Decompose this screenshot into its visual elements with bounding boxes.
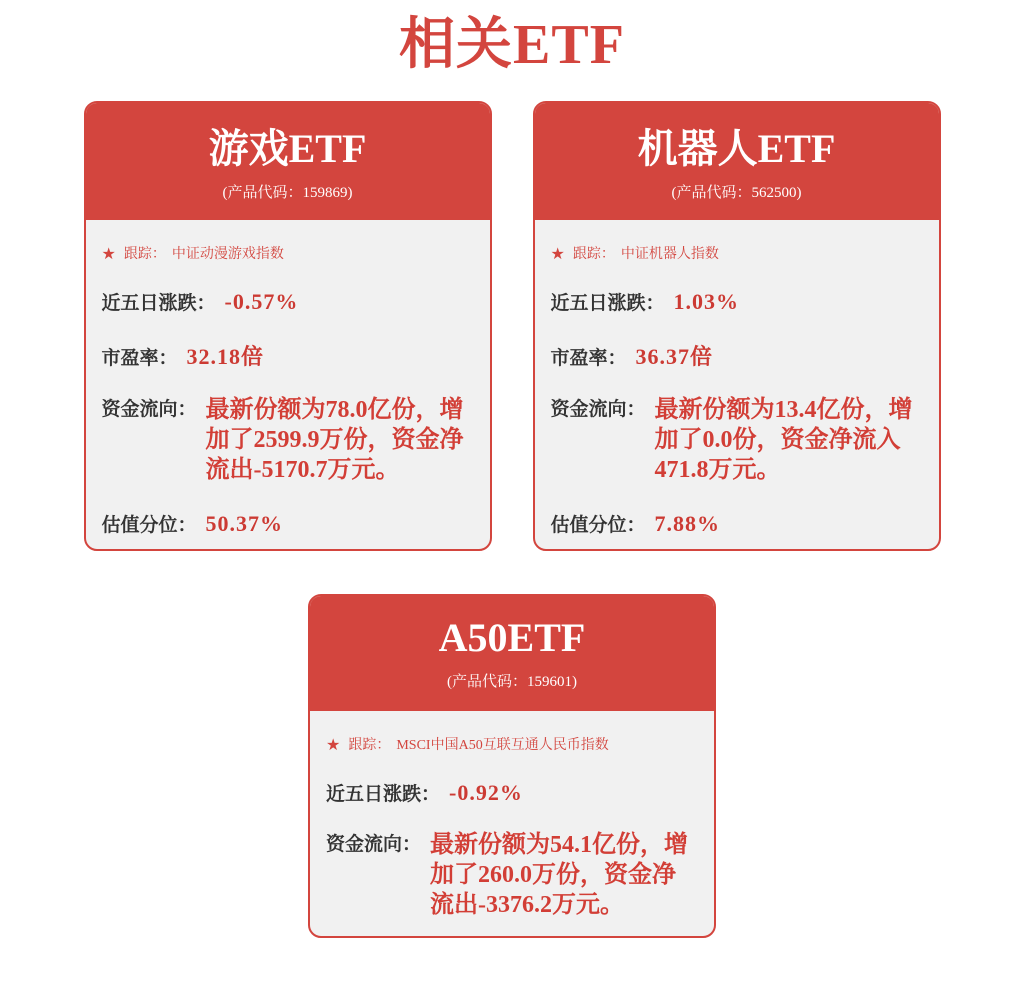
fund-flow-label: 资金流向： — [326, 834, 422, 856]
code-value: 159869 — [302, 185, 348, 202]
cards-row-bottom — [0, 594, 1024, 938]
etf-card-header — [535, 103, 939, 220]
etf-card-body — [86, 220, 490, 549]
fund-flow-label: 资金流向： — [101, 399, 197, 421]
fund-flow-value: 最新份额为54.1亿份，增加了260.0万份，资金净流出-3376.2万元。 — [430, 832, 689, 919]
track-row — [326, 734, 696, 754]
five-day-value: 1.03% — [673, 289, 740, 315]
star-icon: ★ — [326, 737, 341, 755]
fund-flow-label: 资金流向： — [550, 399, 646, 421]
page-title: 相关ETF — [399, 14, 625, 76]
track-row — [551, 243, 921, 263]
five-day-row — [326, 779, 696, 806]
cards-row-top — [0, 101, 1024, 551]
fund-flow-value: 最新份额为13.4亿份，增加了0.0份，资金净流入471.8万元。 — [654, 397, 913, 484]
track-label: 跟踪： — [348, 736, 391, 753]
etf-card-header — [86, 103, 490, 220]
etf-card-robot — [533, 101, 941, 551]
fund-flow-row — [551, 395, 921, 485]
code-value: 562500 — [751, 185, 797, 202]
pe-row — [551, 340, 921, 371]
fund-flow-row — [326, 830, 696, 920]
pe-label: 市盈率： — [550, 348, 627, 370]
code-prefix: (产品代码： — [447, 674, 527, 691]
code-prefix: (产品代码： — [671, 185, 752, 202]
pe-label: 市盈率： — [101, 348, 178, 370]
valuation-label: 估值分位： — [550, 515, 646, 537]
valuation-row — [102, 510, 472, 537]
five-day-label: 近五日涨跌： — [101, 293, 216, 315]
fund-flow-value: 最新份额为78.0亿份，增加了2599.9万份，资金净流出-5170.7万元。 — [205, 397, 464, 484]
pe-value: 36.37倍 — [635, 344, 714, 370]
pe-value: 32.18倍 — [186, 344, 265, 370]
five-day-row — [102, 288, 472, 315]
valuation-value: 50.37% — [205, 511, 284, 537]
etf-product-code — [86, 181, 490, 202]
code-suffix: ) — [796, 185, 802, 202]
etf-card-body — [310, 711, 714, 936]
track-index: MSCI中国A50互联互通人民币指数 — [396, 738, 609, 754]
track-label: 跟踪： — [572, 245, 615, 262]
five-day-label: 近五日涨跌： — [326, 784, 441, 806]
etf-card-body — [535, 220, 939, 549]
track-index: 中证机器人指数 — [620, 247, 719, 263]
etf-name: A50ETF — [438, 615, 586, 661]
star-icon: ★ — [550, 246, 565, 264]
etf-name: 机器人ETF — [637, 126, 836, 172]
track-index: 中证动漫游戏指数 — [171, 247, 284, 263]
code-suffix: ) — [572, 674, 577, 691]
five-day-value: -0.92% — [449, 780, 523, 806]
etf-product-code — [535, 181, 939, 202]
etf-card-game — [84, 101, 492, 551]
five-day-row — [551, 288, 921, 315]
track-row — [102, 243, 472, 263]
etf-card-header — [310, 596, 714, 711]
five-day-value: -0.57% — [224, 289, 299, 315]
star-icon: ★ — [101, 246, 116, 264]
five-day-label: 近五日涨跌： — [550, 293, 665, 315]
track-label: 跟踪： — [123, 245, 166, 262]
valuation-label: 估值分位： — [101, 515, 197, 537]
code-prefix: (产品代码： — [222, 185, 303, 202]
etf-product-code — [310, 670, 714, 691]
etf-name: 游戏ETF — [208, 126, 367, 172]
code-value: 159601 — [527, 674, 572, 691]
code-suffix: ) — [347, 185, 353, 202]
valuation-value: 7.88% — [654, 511, 721, 537]
valuation-row — [551, 510, 921, 537]
pe-row — [102, 340, 472, 371]
etf-card-a50 — [308, 594, 716, 938]
fund-flow-row — [102, 395, 472, 485]
